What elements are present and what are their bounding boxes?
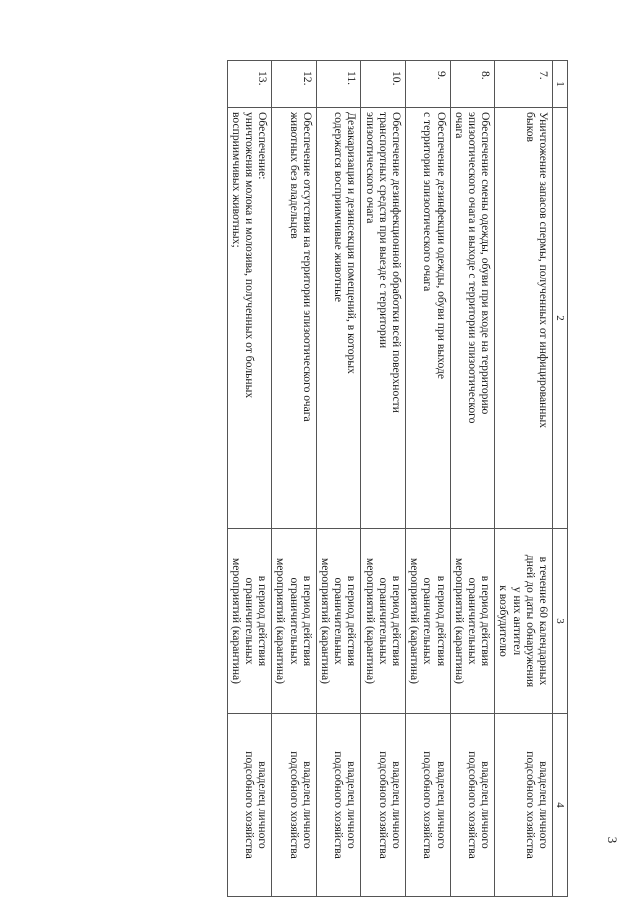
measure-cell (450, 108, 495, 529)
responsible-line: владелец личного (389, 761, 403, 849)
period-line: мероприятий (карантина) (408, 557, 422, 685)
measure-line: эпизоотического очага и выходе с территории эпизоотического (465, 112, 479, 424)
responsible-line: подсобного хозяйства (465, 751, 479, 859)
period-line: мероприятий (карантина) (229, 557, 243, 685)
period-line: в период действия (256, 575, 270, 667)
measure-line: эпизоотического очага (363, 112, 377, 224)
responsible-cell (450, 714, 495, 897)
row-number (495, 61, 553, 108)
period-line: у них антител (510, 586, 524, 656)
measure-line: быков (523, 112, 537, 143)
responsible-line: владелец личного (256, 761, 270, 849)
responsible-line: владелец личного (300, 761, 314, 849)
row-number-text: 13. (256, 71, 270, 86)
measure-cell (405, 108, 450, 529)
period-cell (316, 529, 361, 714)
period-line: в течение 60 календарных (537, 556, 550, 686)
responsible-cell (361, 714, 406, 897)
measure-cell (361, 108, 406, 529)
table-row (405, 61, 450, 897)
table-header-row (553, 61, 568, 897)
row-number (450, 61, 495, 108)
measure-line: Обеспечение дезинфекции одежды, обуви при выходе (434, 112, 448, 380)
row-number-text: 12. (300, 71, 314, 86)
responsible-line: подсобного хозяйства (523, 751, 537, 859)
period-line: ограничительных (287, 577, 301, 665)
row-number-text: 11. (345, 71, 359, 86)
measure-cell (227, 108, 272, 529)
responsible-line: подсобного хозяйства (376, 751, 390, 859)
responsible-line: владелец личного (479, 761, 493, 849)
measure-cell (316, 108, 361, 529)
measure-line: содержатся восприимчивые животные (332, 112, 346, 303)
period-line: ограничительных (376, 577, 390, 665)
column-number-4: 4 (553, 714, 568, 897)
responsible-line: владелец личного (345, 761, 359, 849)
responsible-cell (405, 714, 450, 897)
row-number (405, 61, 450, 108)
measure-line: Уничтожение запасов спермы, полученных от инфицированных (537, 112, 550, 429)
measure-line: Обеспечение: (256, 112, 270, 180)
rotated-table-container (88, 60, 568, 860)
period-line: дней до даты обнаружения (523, 554, 537, 688)
column-number-3: 3 (553, 529, 568, 714)
period-line: ограничительных (421, 577, 435, 665)
column-number-2: 2 (553, 108, 568, 529)
measure-line: восприимчивых животных; (229, 112, 243, 248)
row-number (361, 61, 406, 108)
measure-cell (272, 108, 317, 529)
period-line: к возбудителю (497, 585, 511, 657)
period-cell (495, 529, 553, 714)
measure-line: Обеспечение отсутствия на территории эпизоотического очага (300, 112, 314, 422)
period-cell (450, 529, 495, 714)
table-row (495, 61, 553, 897)
table-row (450, 61, 495, 897)
row-number (316, 61, 361, 108)
measure-line: уничтожения молока и молозива, полученных от больных (242, 112, 256, 399)
period-cell (405, 529, 450, 714)
responsible-line: подсобного хозяйства (287, 751, 301, 859)
measure-line: транспортных средств при выезде с территории (376, 112, 390, 349)
measure-line: Обеспечение дезинфекционной обработки всей поверхности (389, 112, 403, 413)
measure-line: Дезакаризация и дезинсекция помещений, в которых (345, 112, 359, 374)
responsible-cell (227, 714, 272, 897)
row-number-text: 9. (434, 71, 448, 80)
period-cell (361, 529, 406, 714)
measure-line: животных без владельцев (287, 112, 301, 239)
row-number-text: 10. (389, 71, 403, 86)
row-number-text: 8. (479, 71, 493, 80)
period-line: мероприятий (карантина) (452, 557, 466, 685)
period-cell (227, 529, 272, 714)
row-number (272, 61, 317, 108)
column-number-1: 1 (553, 61, 568, 108)
measures-table (227, 60, 568, 897)
period-line: ограничительных (332, 577, 346, 665)
table-row (316, 61, 361, 897)
period-line: ограничительных (242, 577, 256, 665)
period-line: ограничительных (465, 577, 479, 665)
responsible-line: подсобного хозяйства (332, 751, 346, 859)
measure-line: с территории эпизоотического очага (421, 112, 435, 292)
period-cell (272, 529, 317, 714)
period-line: мероприятий (карантина) (363, 557, 377, 685)
table-row (272, 61, 317, 897)
page-number: 3 (605, 836, 620, 844)
period-line: мероприятий (карантина) (274, 557, 288, 685)
measure-line: очага (452, 112, 466, 139)
period-line: в период действия (300, 575, 314, 667)
period-line: в период действия (434, 575, 448, 667)
responsible-cell (272, 714, 317, 897)
responsible-cell (495, 714, 553, 897)
responsible-line: владелец личного (537, 761, 550, 849)
period-line: в период действия (389, 575, 403, 667)
period-line: в период действия (479, 575, 493, 667)
period-line: мероприятий (карантина) (318, 557, 332, 685)
table-row (227, 61, 272, 897)
responsible-line: подсобного хозяйства (421, 751, 435, 859)
responsible-line: подсобного хозяйства (242, 751, 256, 859)
measure-line: Обеспечение смены одежды, обуви при входе на территорию (479, 112, 493, 415)
responsible-line: владелец личного (434, 761, 448, 849)
row-number (227, 61, 272, 108)
row-number-text: 7. (537, 71, 550, 80)
period-line: в период действия (345, 575, 359, 667)
responsible-cell (316, 714, 361, 897)
measure-cell (495, 108, 553, 529)
table-row (361, 61, 406, 897)
